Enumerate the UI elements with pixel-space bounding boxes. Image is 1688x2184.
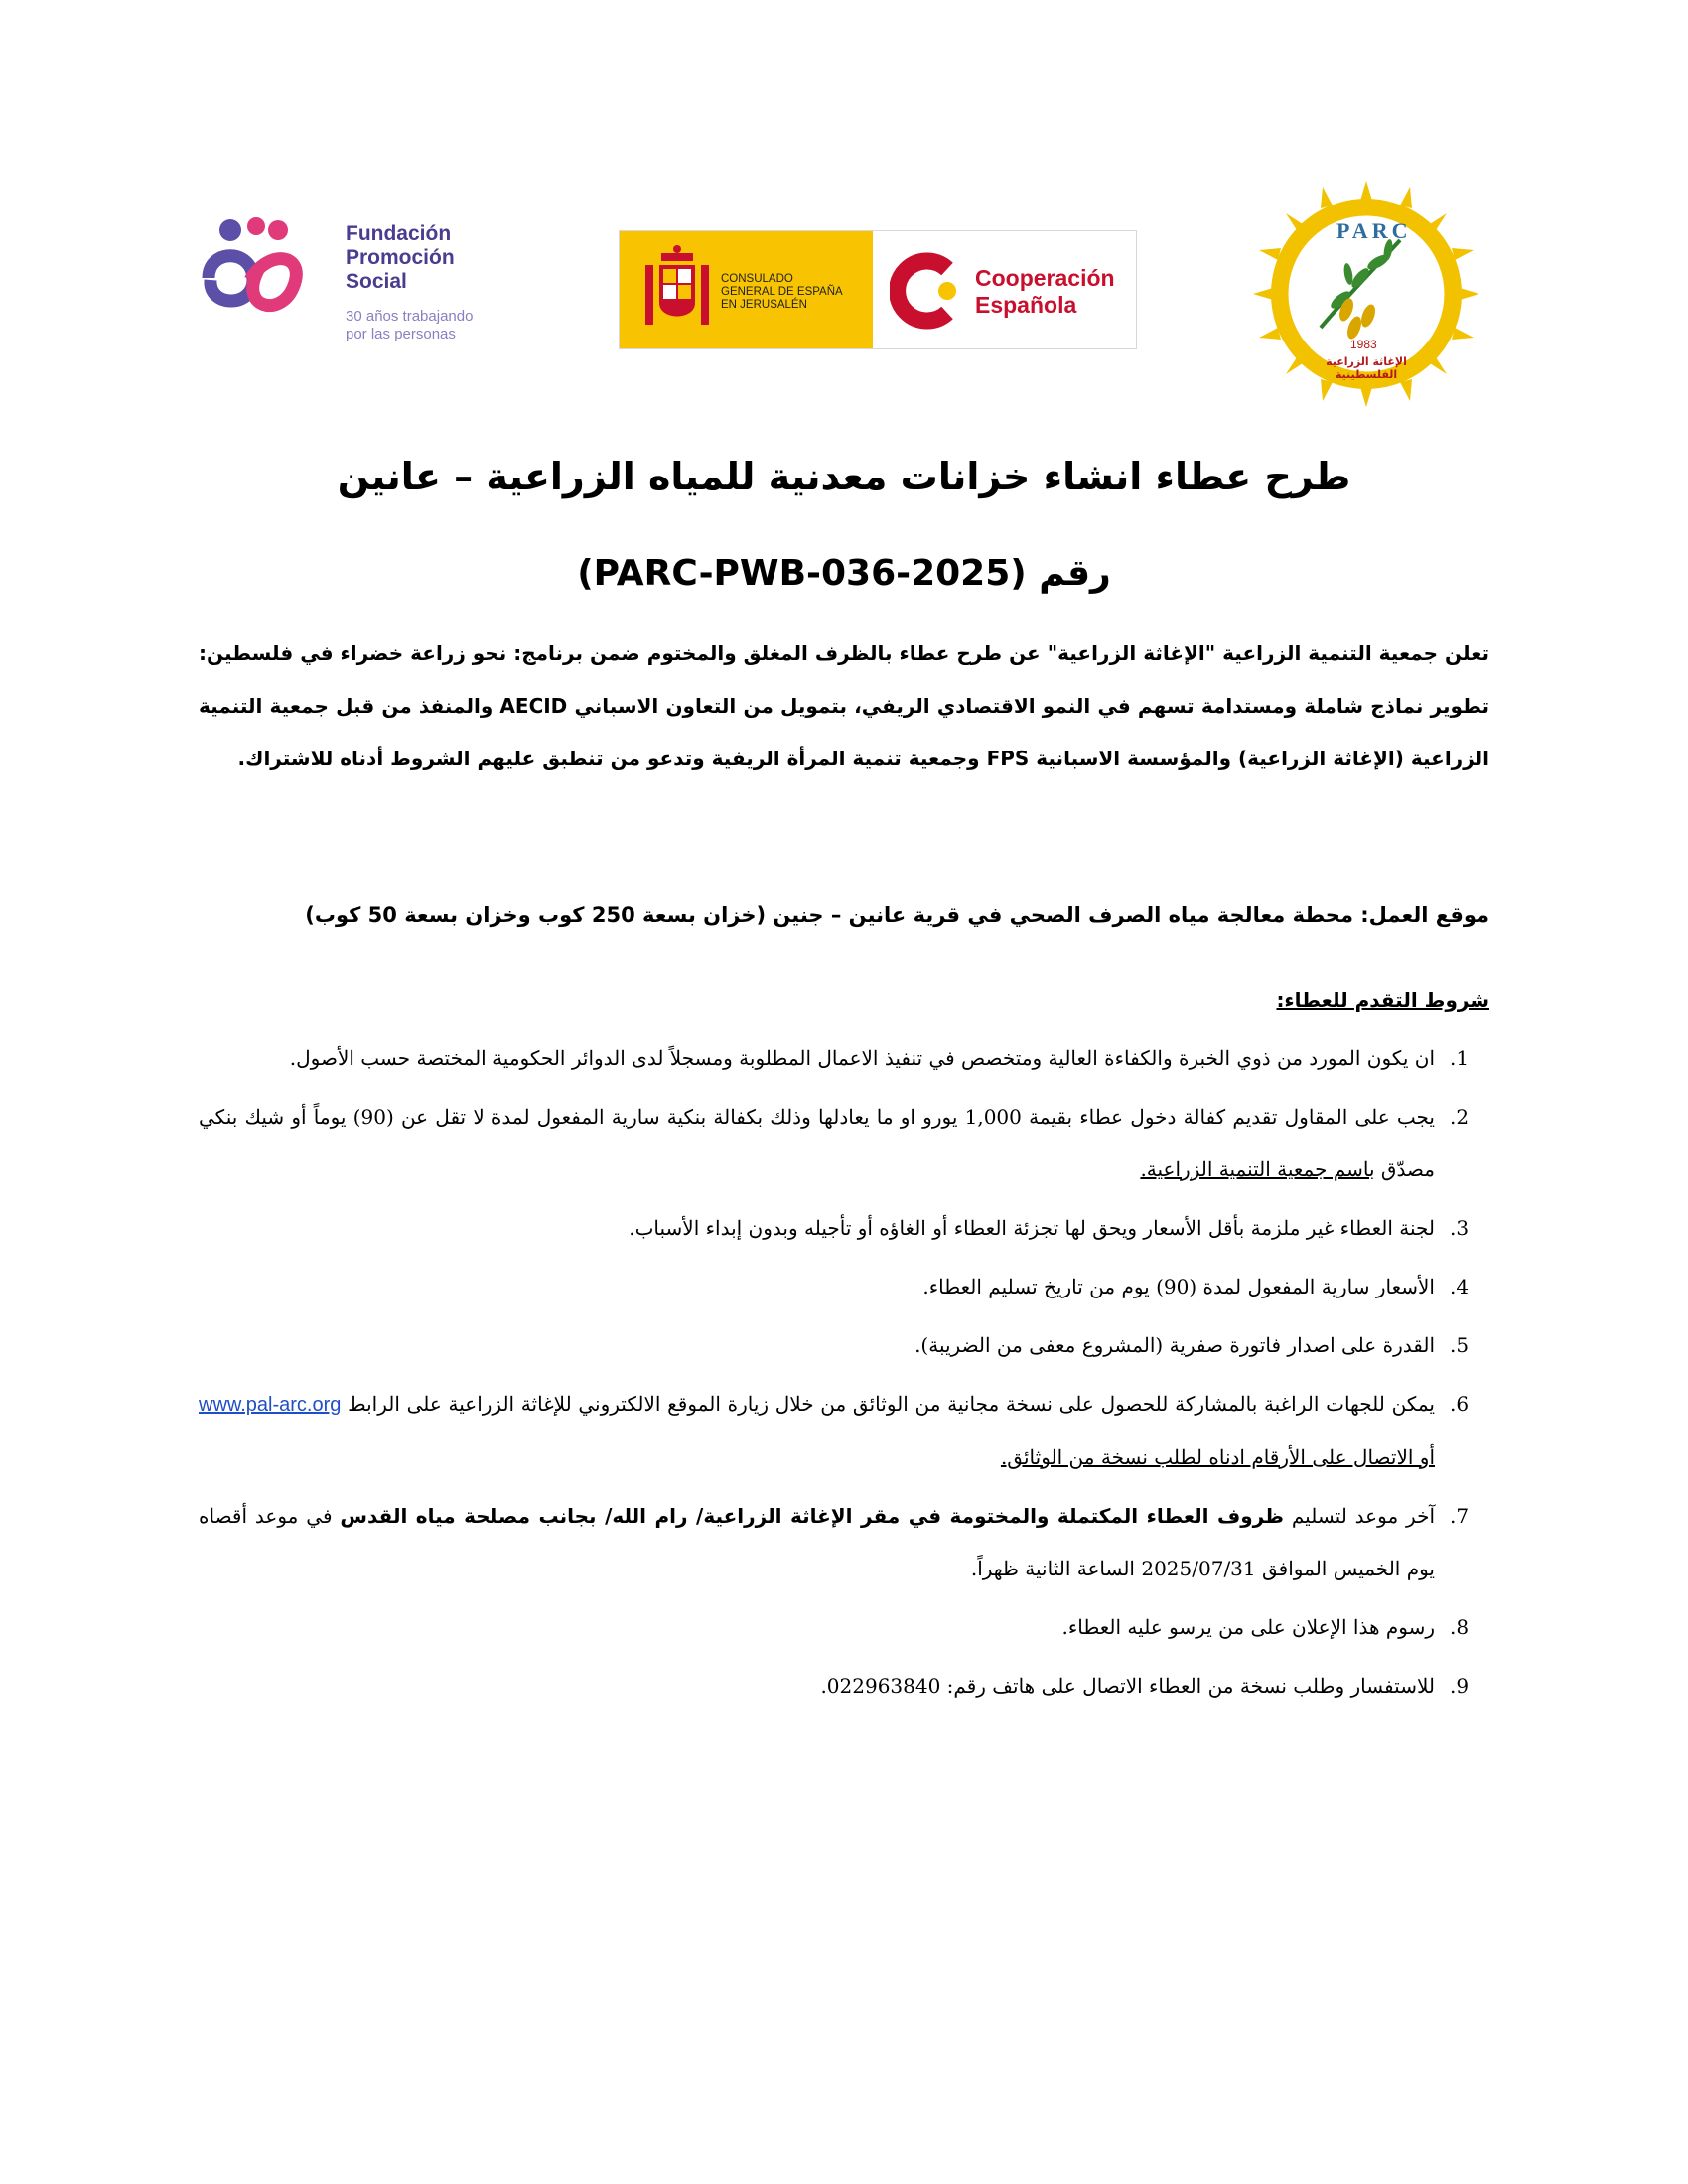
condition-item — [199, 1261, 1489, 1313]
parc-year: 1983 — [1350, 338, 1377, 351]
conditions-heading: شروط التقدم للعطاء: — [1276, 988, 1489, 1012]
consulate-line: GENERAL DE ESPAÑA — [721, 286, 843, 298]
tender-number: رقم (PARC-PWB-036-2025) — [577, 553, 1111, 594]
condition-item — [199, 1660, 1489, 1712]
cooperacion-emblem-icon — [890, 251, 965, 331]
fps-emblem-icon — [199, 208, 338, 357]
condition-number: 5. — [1450, 1333, 1470, 1357]
condition-text: لجنة العطاء غير ملزمة بأقل الأسعار ويحق لها تجزئة العطاء أو الغاؤه أو تأجيله وبدون إبداء الأسباب. — [629, 1216, 1435, 1240]
fps-tagline — [346, 308, 473, 343]
work-location: موقع العمل: محطة معالجة مياه الصرف الصحي في قرية عانين – جنين (خزان بسعة 250 كوب وخزان بسعة 50 كوب) — [305, 903, 1489, 927]
fps-tagline-line: 30 años trabajando — [346, 308, 474, 325]
condition-number: 4. — [1450, 1275, 1470, 1298]
consulate-line: CONSULADO — [721, 273, 793, 285]
condition-text: رسوم هذا الإعلان على من يرسو عليه العطاء. — [1061, 1615, 1435, 1639]
condition-number: 8. — [1450, 1615, 1470, 1639]
fps-logo — [199, 208, 526, 357]
condition-number: 1. — [1450, 1046, 1470, 1070]
condition-text: يمكن للجهات الراغبة بالمشاركة للحصول على نسخة مجانية من الوثائق من خلال زيارة الموقع الالكتروني للإغاثة الزراعية على الرابط — [341, 1392, 1435, 1416]
condition-number: 2. — [1450, 1105, 1470, 1129]
condition-item — [199, 1601, 1489, 1654]
condition-text: يجب على المقاول تقديم كفالة دخول عطاء بقيمة 1,000 يورو او ما يعادلها وذلك بكفالة بنكية سارية المفعول لمدة لا تقل عن (90) يوماً أو شيك بنكي مصدّق — [199, 1105, 1435, 1181]
condition-item — [199, 1319, 1489, 1372]
condition-text: آخر موعد لتسليم — [1283, 1504, 1436, 1528]
intro-paragraph: تعلن جمعية التنمية الزراعية "الإغاثة الزراعية" عن طرح عطاء بالظرف المغلق والمختوم ضمن برنامج: نحو زراعة خضراء في فلسطين: تطوير نماذج شاملة ومستدامة تسهم في النمو الاقتصادي الريفي، بتمويل من التعاون الاسباني AECID والمنفذ من قبل جمعية التنمية الزراعية (الإغاثة الزراعية) والمؤسسة الاسبانية FPS وجمعية تنمية المرأة الريفية وتدعو من تنطبق عليهم الشروط أدناه للاشتراك. — [199, 641, 1490, 770]
website-link[interactable]: www.pal-arc.org — [199, 1394, 342, 1416]
condition-number: 9. — [1450, 1674, 1470, 1698]
fps-tagline-line: por las personas — [346, 326, 456, 342]
parc-logo — [1251, 179, 1481, 409]
condition-underlined-text: أو الاتصال على الأرقام ادناه لطلب نسخة من الوثائق. — [1000, 1445, 1435, 1469]
condition-text: ان يكون المورد من ذوي الخبرة والكفاءة العالية ومتخصص في تنفيذ الاعمال المطلوبة ومسجلاً لدى الدوائر الحكومية المختصة حسب الأصول. — [289, 1046, 1435, 1070]
fps-name — [346, 222, 455, 294]
condition-item — [199, 1091, 1489, 1196]
fps-name-line: Social — [346, 270, 407, 293]
condition-number: 3. — [1450, 1216, 1470, 1240]
condition-number: 6. — [1450, 1392, 1470, 1416]
fps-name-line: Promoción — [346, 246, 455, 269]
consulate-name — [721, 273, 843, 312]
cooperacion-name — [975, 265, 1115, 319]
condition-item — [199, 1202, 1489, 1255]
condition-text-after: في موعد أقصاه يوم الخميس الموافق 2025/07/31 الساعة الثانية ظهراً. — [199, 1504, 1435, 1580]
consulate-panel — [620, 231, 873, 348]
cooperacion-line: Cooperación — [975, 265, 1115, 291]
condition-item — [199, 1378, 1489, 1484]
parc-acronym: PARC — [1336, 218, 1412, 243]
page-title: طرح عطاء انشاء خزانات معدنية للمياه الزراعية – عانين — [337, 455, 1351, 498]
condition-item — [199, 1032, 1489, 1085]
cooperacion-line: Española — [975, 292, 1077, 318]
condition-item — [199, 1490, 1489, 1595]
spain-coat-of-arms-icon — [641, 245, 713, 337]
consulate-line: EN JERUSALÉN — [721, 299, 807, 311]
fps-name-line: Fundación — [346, 222, 452, 245]
condition-underlined-text: باسم جمعية التنمية الزراعية. — [1140, 1158, 1375, 1181]
parc-arabic-name: الإغاثة الزراعية الفلسطينية — [1326, 355, 1407, 381]
condition-text: للاستفسار وطلب نسخة من العطاء الاتصال على هاتف رقم: 022963840. — [820, 1674, 1435, 1698]
condition-number: 7. — [1450, 1504, 1470, 1528]
condition-text: القدرة على اصدار فاتورة صفرية (المشروع معفى من الضريبة). — [914, 1333, 1435, 1357]
condition-bold-text: ظروف العطاء المكتملة والمختومة في مقر الإغاثة الزراعية/ رام الله/ بجانب مصلحة مياه القدس — [340, 1504, 1284, 1528]
condition-text: الأسعار سارية المفعول لمدة (90) يوم من تاريخ تسليم العطاء. — [922, 1275, 1435, 1298]
conditions-list — [199, 1032, 1489, 1718]
spain-cooperation-logo — [619, 230, 1137, 349]
